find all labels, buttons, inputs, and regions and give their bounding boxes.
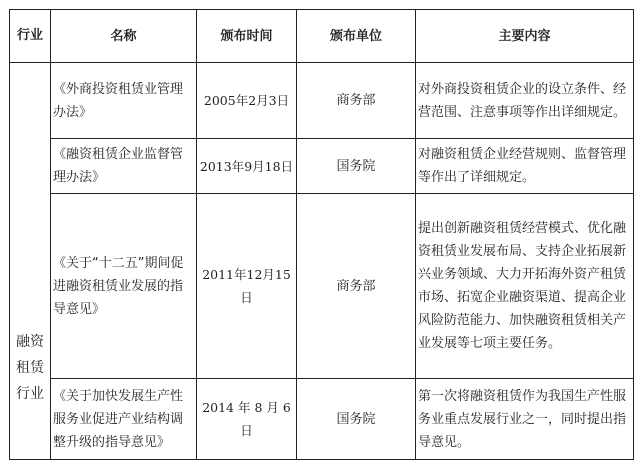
- regulation-name: 《融资租赁企业监督管理办法》: [51, 139, 197, 194]
- table-header-row: [10, 10, 634, 63]
- issue-date: 2005年2月3日: [197, 63, 297, 139]
- header-industry: 行业: [10, 10, 51, 63]
- regulations-table: [9, 9, 634, 460]
- regulation-name: 《外商投资租赁业管理办法》: [51, 63, 197, 139]
- issue-date: 2011年12月15日: [197, 194, 297, 379]
- issue-date: 2014 年 8 月 6 日: [197, 379, 297, 460]
- table-row: [10, 194, 634, 379]
- issuing-agency: 商务部: [297, 194, 416, 379]
- regulation-name: 《关于加快发展生产性服务业促进产业结构调整升级的指导意见》: [51, 379, 197, 460]
- table-row: [10, 379, 634, 460]
- issuing-agency: 商务部: [297, 63, 416, 139]
- header-date: 颁布时间: [197, 10, 297, 63]
- header-name: 名称: [51, 10, 197, 63]
- issue-date: 2013年9月18日: [197, 139, 297, 194]
- main-content: 第一次将融资租赁作为我国生产性服务业重点发展行业之一，同时提出指导意见。: [416, 379, 634, 460]
- main-content: 对外商投资租赁企业的设立条件、经营范围、注意事项等作出详细规定。: [416, 63, 634, 139]
- issuing-agency: 国务院: [297, 379, 416, 460]
- main-content: 对融资租赁企业经营规则、监督管理等作出了详细规定。: [416, 139, 634, 194]
- header-agency: 颁布单位: [297, 10, 416, 63]
- issuing-agency: 国务院: [297, 139, 416, 194]
- industry-cell: 融资租赁行业: [10, 63, 51, 460]
- main-content: 提出创新融资租赁经营模式、优化融资租赁业发展布局、支持企业拓展新兴业务领域、大力开拓海外资产租赁市场、拓宽企业融资渠道、提高企业风险防范能力、加快融资租赁相关产业发展等七项主要任务。: [416, 194, 634, 379]
- header-content: 主要内容: [416, 10, 634, 63]
- regulation-name: 《关于“十二五”期间促进融资租赁业发展的指导意见》: [51, 194, 197, 379]
- table-row: [10, 63, 634, 139]
- table-row: [10, 139, 634, 194]
